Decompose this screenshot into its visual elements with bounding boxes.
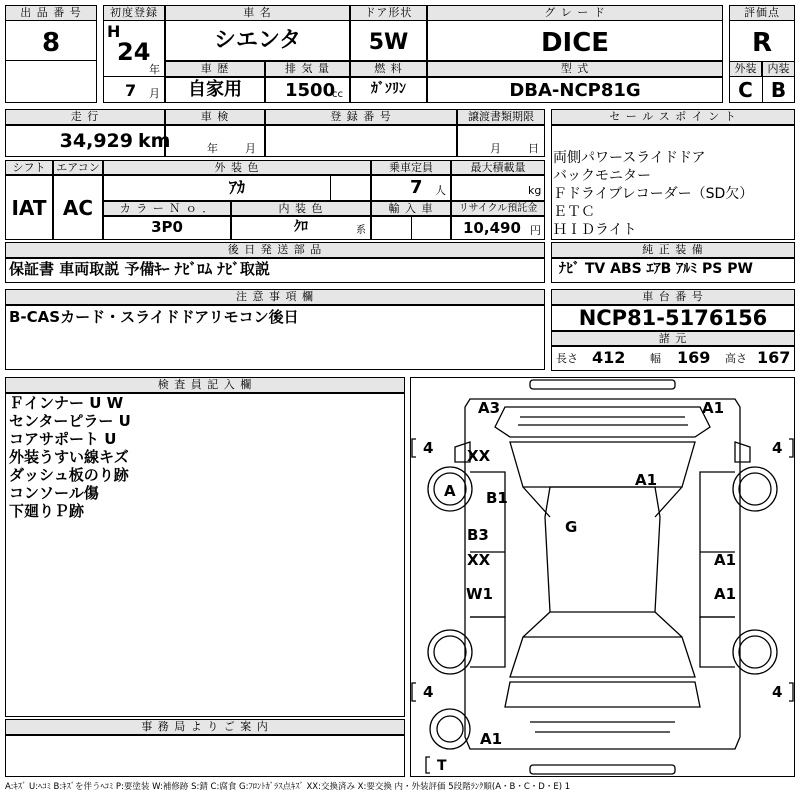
reg-year: 24 [117, 38, 151, 66]
damage-mark: A1 [702, 399, 725, 417]
ac: AC [62, 196, 94, 220]
history-label: 車 歴 [165, 61, 265, 77]
exterior-grade: C [738, 78, 753, 102]
reg-no-box [265, 125, 457, 157]
color-no: 3P0 [151, 218, 183, 236]
damage-mark: A3 [478, 399, 501, 417]
capacity-unit: 人 [435, 184, 446, 197]
score-label: 評価点 [729, 5, 795, 21]
door-type: 5W [368, 30, 409, 55]
damage-mark: XX [467, 551, 491, 569]
shift: IAT [11, 196, 47, 220]
transfer-label: 譲渡書類期限 [457, 109, 545, 125]
ext-color: ｱｶ [228, 178, 245, 197]
score: R [751, 28, 773, 58]
inspector-line: ダッシュ板のり跡 [9, 466, 129, 484]
car-outline [410, 377, 795, 777]
tire-count: 4 [423, 439, 434, 457]
office-box [5, 735, 405, 777]
notes: B-CASカード・スライドドアリモコン後日 [9, 308, 299, 326]
genuine-label: 純 正 装 備 [551, 242, 795, 258]
import-sub [411, 216, 412, 240]
length-label: 長さ [556, 352, 578, 365]
recycle-label: リサイクル預託金 [451, 201, 545, 216]
later-parts-label: 後 日 発 送 部 品 [5, 242, 545, 258]
transfer-month-unit: 月 [490, 142, 501, 155]
chassis-label: 車 台 番 号 [551, 289, 795, 305]
import-label: 輸 入 車 [371, 201, 451, 216]
capacity-label: 乗車定員 [371, 160, 451, 175]
transfer-day-unit: 日 [528, 142, 539, 155]
ext-color-sub [330, 175, 331, 201]
notes-label: 注 意 事 項 欄 [5, 289, 545, 305]
legend: A:ｷｽﾞ U:ﾍｺﾐ B:ｷｽﾞを伴うﾍｺﾐ P:要塗装 W:補修跡 S:錆 C:腐食 G:ﾌﾛﾝﾄｶﾞﾗｽ点ｷｽﾞ XX:交換済み X:要交換 内・外装評価 5段階ﾗﾝｸ順(A・B・C・D・E) 1 [5, 782, 571, 792]
sales-line: ＥＴＣ [553, 204, 595, 220]
int-color-unit: 系 [356, 225, 366, 236]
damage-mark: A1 [635, 471, 658, 489]
month-unit: 月 [149, 87, 160, 100]
later-parts: 保証書 車両取説 予備ｷｰ ﾅﾋﾞﾛﾑ ﾅﾋﾞ取説 [9, 260, 270, 278]
fuel: ｶﾞｿﾘﾝ [371, 81, 406, 97]
ac-label: エアコン [53, 160, 103, 175]
damage-mark: B1 [486, 489, 508, 507]
inspection-label: 車 検 [165, 109, 265, 125]
recycle: 10,490 [463, 219, 521, 237]
damage-mark: G [565, 518, 578, 536]
ext-color-label: 外 装 色 [103, 160, 371, 175]
reg-no-label: 登 録 番 号 [265, 109, 457, 125]
sales-line: バックモニター [553, 168, 651, 184]
damage-mark: B3 [467, 526, 489, 544]
max-load-unit: kg [528, 184, 542, 197]
era: H [107, 22, 121, 41]
reg-divider [103, 76, 165, 77]
interior-grade: B [770, 78, 787, 102]
grade-label: グ レ ー ド [427, 5, 723, 21]
width: 169 [677, 348, 711, 367]
model: DBA-NCP81G [509, 80, 641, 101]
inspector-line: コンソール傷 [9, 484, 99, 502]
height: 167 [757, 348, 791, 367]
damage-mark: A1 [480, 730, 503, 748]
color-no-label: カ ラ ー Ｎ ｏ ． [103, 201, 231, 216]
length: 412 [592, 348, 626, 367]
inspector-line: 下廻りＰ跡 [9, 502, 85, 520]
tire-count: 4 [423, 683, 434, 701]
car-name: シエンタ [213, 28, 302, 53]
inspector-label: 検 査 員 記 入 欄 [5, 377, 405, 393]
height-label: 高さ [725, 352, 747, 365]
grade: DICE [540, 28, 610, 58]
interior-label: 内装 [762, 61, 795, 77]
history: 自家用 [188, 79, 242, 100]
inspection-year-unit: 年 [207, 142, 218, 155]
dims-label: 諸 元 [551, 331, 795, 346]
shift-label: シフト [5, 160, 53, 175]
reg-month: 7 [125, 81, 137, 100]
office-label: 事 務 局 よ り ご 案 内 [5, 719, 405, 735]
mileage: 34,929 [59, 130, 133, 152]
inspector-line: 外装うすい線キズ [9, 448, 129, 466]
car-diagram [410, 377, 795, 777]
int-color-label: 内 装 色 [231, 201, 371, 216]
damage-mark: XX [467, 447, 491, 465]
max-load-label: 最大積載量 [451, 160, 545, 175]
damage-mark: A [444, 482, 456, 500]
tire-count: 4 [772, 439, 783, 457]
displacement-unit: cc [332, 89, 343, 100]
genuine-equipment: ﾅﾋﾞ TV ABS ｴｱB ｱﾙﾐ PS PW [559, 261, 753, 277]
model-label: 型 式 [427, 61, 723, 77]
inspector-line: センターピラー U [9, 412, 131, 430]
sales-label: セ ー ル ス ポ イ ン ト [551, 109, 795, 125]
inspector-line: Ｆインナー U W [9, 394, 124, 412]
mileage-unit: km [138, 130, 171, 152]
damage-mark: A1 [714, 585, 737, 603]
exterior-label: 外装 [729, 61, 762, 77]
spare-tire: T [437, 758, 447, 774]
inspector-line: コアサポート U [9, 430, 117, 448]
damage-mark: A1 [714, 551, 737, 569]
recycle-unit: 円 [530, 224, 541, 237]
displacement-label: 排 気 量 [265, 61, 350, 77]
lot-number: 8 [41, 28, 61, 58]
fuel-label: 燃 料 [350, 61, 427, 77]
car-name-label: 車 名 [165, 5, 350, 21]
sales-line: 両側パワースライドドア [553, 150, 706, 166]
first-reg-label: 初度登録 [103, 5, 165, 21]
capacity: 7 [410, 177, 423, 198]
chassis-number: NCP81-5176156 [578, 306, 768, 330]
inspection-month-unit: 月 [245, 142, 256, 155]
tire-count: 4 [772, 683, 783, 701]
lot-label: 出 品 番 号 [5, 5, 97, 21]
door-label: ドア形状 [350, 5, 427, 21]
lot-divider [5, 60, 97, 61]
damage-mark: W1 [466, 585, 493, 603]
sales-line: ＨＩＤライト [553, 222, 637, 238]
int-color: ｸﾛ [294, 219, 308, 235]
width-label: 幅 [650, 352, 661, 365]
year-unit: 年 [149, 63, 160, 76]
mileage-label: 走 行 [5, 109, 165, 125]
displacement: 1500 [285, 80, 336, 101]
sales-line: Ｆドライブレコーダー（SD欠） [553, 186, 754, 202]
